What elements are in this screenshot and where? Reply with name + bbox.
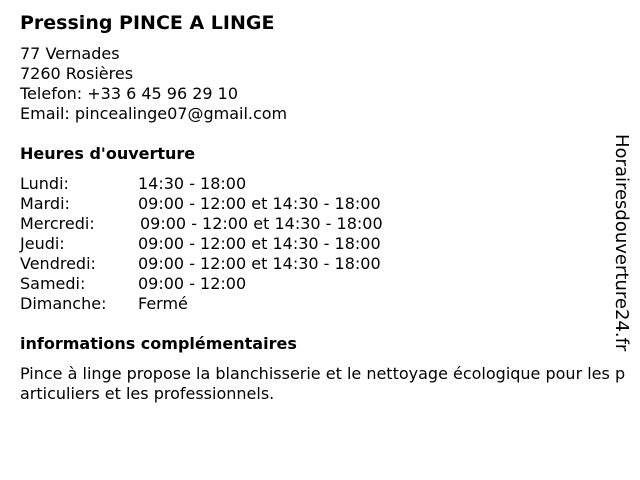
- info-description: Pince à linge propose la blanchisserie et le nettoyage écologique pour les particuliers et les professionnels.: [20, 364, 626, 403]
- day-label: Jeudi:: [20, 234, 65, 253]
- info-heading: informations complémentaires: [20, 334, 297, 353]
- day-label: Mercredi:: [20, 214, 95, 233]
- day-times: 14:30 - 18:00: [138, 174, 247, 193]
- business-name: Pressing PINCE A LINGE: [20, 12, 275, 34]
- opening-hours-heading: Heures d'ouverture: [20, 144, 196, 163]
- street-address: 77 Vernades: [20, 44, 120, 63]
- day-times: 09:00 - 12:00 et 14:30 - 18:00: [138, 254, 381, 273]
- day-label: Dimanche:: [20, 294, 107, 313]
- hours-row-vendredi: [20, 254, 383, 274]
- hours-row-jeudi: [20, 234, 383, 254]
- hours-row-lundi: [20, 174, 383, 194]
- day-times: 09:00 - 12:00 et 14:30 - 18:00: [140, 214, 383, 233]
- day-label: Lundi:: [20, 174, 69, 193]
- city-address: 7260 Rosières: [20, 64, 134, 83]
- hours-row-mardi: [20, 194, 383, 214]
- email-address: Email: pincealinge07@gmail.com: [20, 104, 288, 123]
- address-block: [20, 44, 287, 124]
- day-times: Fermé: [138, 294, 188, 313]
- day-times: 09:00 - 12:00 et 14:30 - 18:00: [138, 234, 381, 253]
- day-label: Samedi:: [20, 274, 86, 293]
- hours-row-samedi: [20, 274, 383, 294]
- day-label: Mardi:: [20, 194, 70, 213]
- day-label: Vendredi:: [20, 254, 96, 273]
- site-watermark: Horairesdouverture24.fr: [611, 134, 632, 352]
- phone-number: Telefon: +33 6 45 96 29 10: [20, 84, 239, 103]
- hours-row-dimanche: [20, 294, 383, 314]
- hours-row-mercredi: [20, 214, 383, 234]
- day-times: 09:00 - 12:00 et 14:30 - 18:00: [138, 194, 381, 213]
- day-times: 09:00 - 12:00: [138, 274, 247, 293]
- opening-hours-table: [20, 174, 383, 314]
